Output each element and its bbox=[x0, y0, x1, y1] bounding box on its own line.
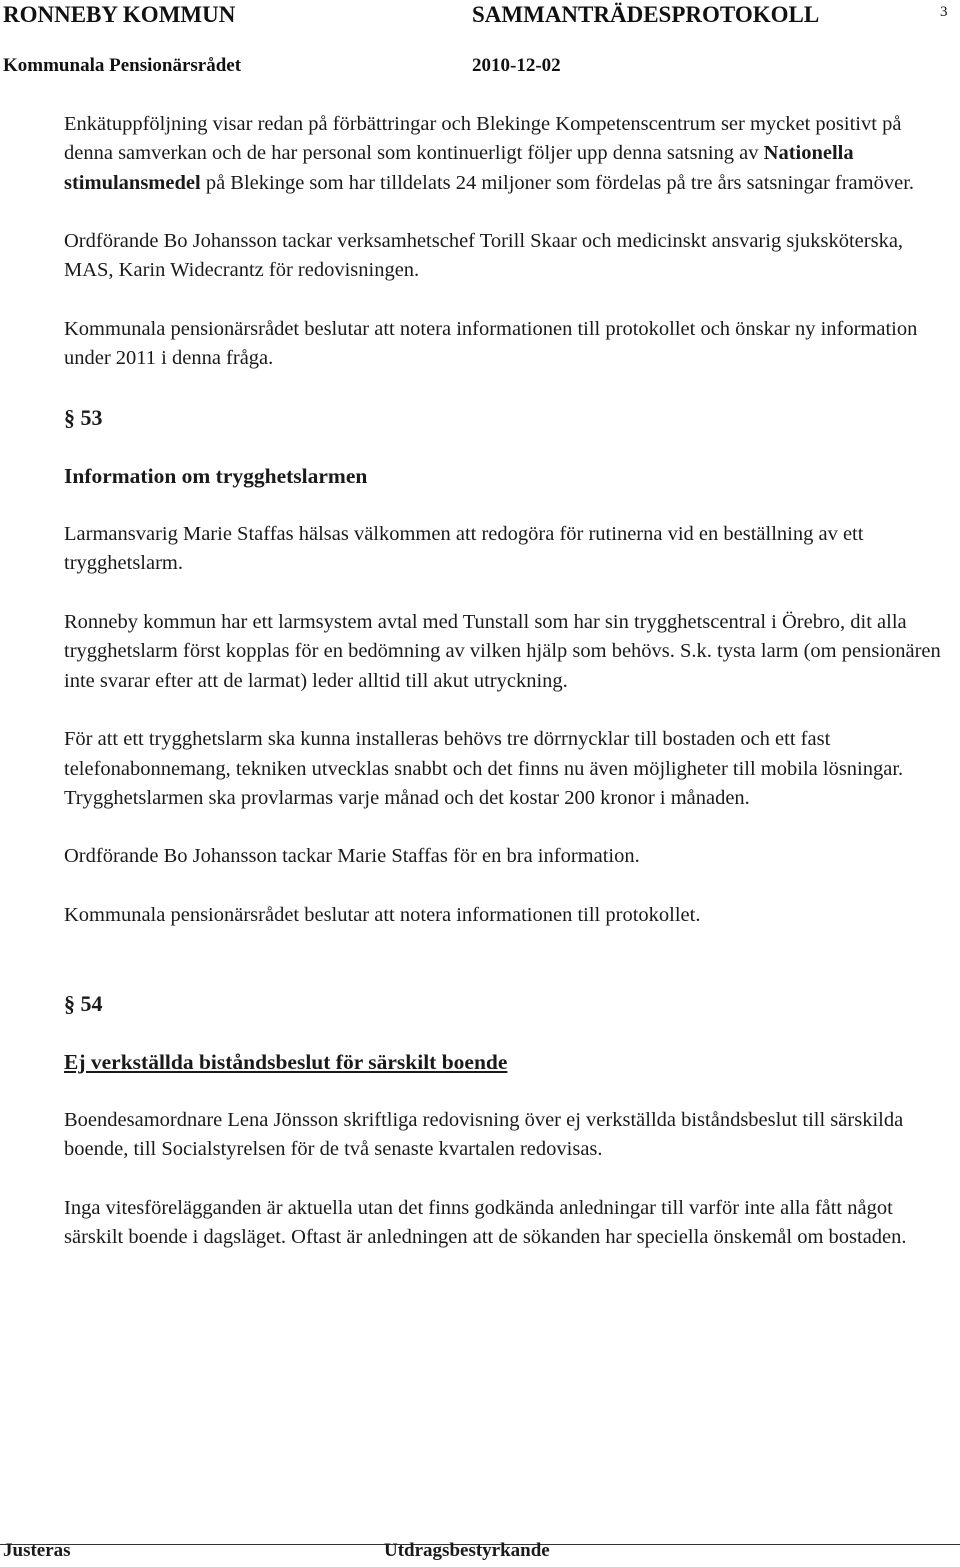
section-53-title: Information om trygghetslarmen bbox=[64, 463, 368, 488]
section-54-number: § 54 bbox=[64, 990, 103, 1016]
section-53-paragraph-1: Larmansvarig Marie Staffas hälsas välkommen att redogöra för rutinerna vid en beställning av ett trygghetslarm. bbox=[64, 523, 864, 575]
section-53-paragraph-5: Kommunala pensionärsrådet beslutar att notera informationen till protokollet. bbox=[64, 904, 701, 927]
page-footer bbox=[0, 1532, 960, 1567]
municipality-name: RONNEBY KOMMUN bbox=[3, 2, 236, 27]
committee-name: Kommunala Pensionärsrådet bbox=[3, 55, 242, 76]
intro-bold-term: Nationella stimulansmedel bbox=[64, 142, 854, 194]
page-number: 3 bbox=[940, 4, 948, 20]
utdragsbestyrkande-label: Utdragsbestyrkande bbox=[384, 1540, 550, 1561]
section-53-paragraph-4: Ordförande Bo Johansson tackar Marie Staffas för en bra information. bbox=[64, 845, 640, 868]
section-54-paragraph-1: Boendesamordnare Lena Jönsson skriftliga redovisning över ej verkställda biståndsbeslut till särskilda boende, till Socialstyrelsen för de två senaste kvartalen redovisas. bbox=[64, 1109, 904, 1161]
intro-paragraph-1: Enkätuppföljning visar redan på förbättringar och Blekinge Kompetenscentrum ser mycket positivt på denna samverkan och de har personal som kontinuerligt följer upp denna satsning av Nationella stimulansmedel på Blekinge som har tilldelats 24 miljoner som fördelas på tre års satsningar framöver. bbox=[64, 113, 915, 194]
intro-paragraph-3: Kommunala pensionärsrådet beslutar att notera informationen till protokollet och önskar ny information under 2011 i denna fråga. bbox=[64, 318, 918, 370]
section-53-paragraph-2: Ronneby kommun har ett larmsystem avtal med Tunstall som har sin trygghetscentral i Örebro, dit alla trygghetslarm först kopplas för en bedömning av vilken hjälp som behövs. S.k. tysta larm (om pensionären inte svarar efter att de larmat) leder alltid till akut utryckning. bbox=[64, 611, 941, 692]
section-54-title: Ej verkställda biståndsbeslut för särskilt boende bbox=[64, 1049, 508, 1074]
document-type: SAMMANTRÄDESPROTOKOLL bbox=[472, 2, 820, 27]
section-54-paragraph-2: Inga vitesförelägganden är aktuella utan det finns godkända anledningar till varför inte alla fått något särskilt boende i dagsläget. Oftast är anledningen att de sökanden har speciella önskemål om bostaden. bbox=[64, 1196, 907, 1249]
protocol-body bbox=[64, 110, 954, 1282]
intro-paragraph-2: Ordförande Bo Johansson tackar verksamhetschef Torill Skaar och medicinskt ansvarig sjuksköterska, MAS, Karin Widecrantz för redovisningen. bbox=[64, 230, 904, 282]
justeras-label: Justeras bbox=[3, 1540, 71, 1561]
section-53-number: § 53 bbox=[64, 404, 103, 430]
section-gap bbox=[64, 960, 954, 989]
meeting-date: 2010-12-02 bbox=[472, 55, 561, 76]
section-53-paragraph-3: För att ett trygghetslarm ska kunna installeras behövs tre dörrnycklar till bostaden och ett fast telefonabonnemang, tekniken utvecklas snabbt och det finns nu även möjligheter till mobila lösningar. Trygghetslarmen ska provlarmas varje månad och det kostar 200 kronor i månaden. bbox=[64, 728, 904, 809]
